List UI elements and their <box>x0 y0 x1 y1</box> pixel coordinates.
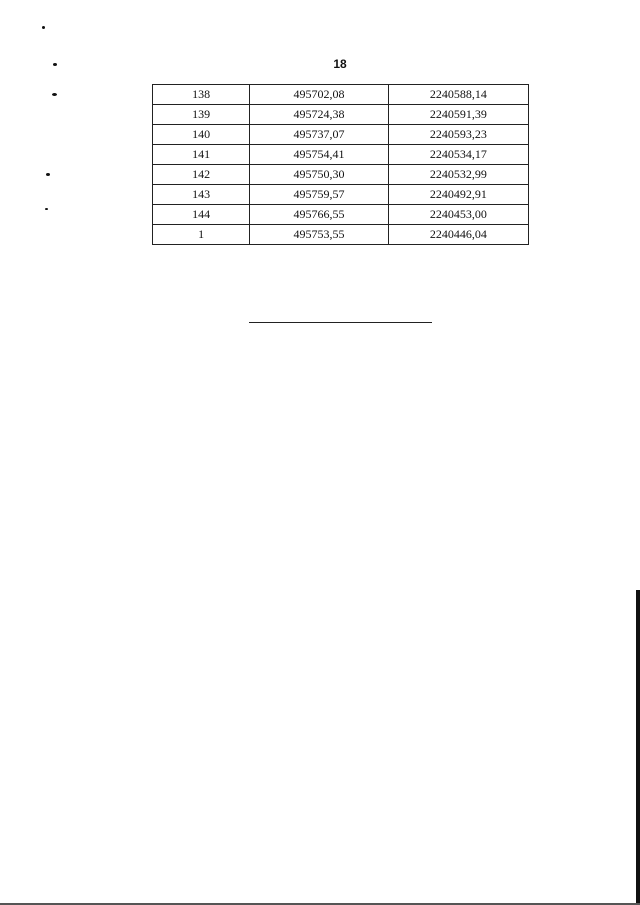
x-coordinate-cell: 495737,07 <box>250 125 388 145</box>
table-row <box>153 145 529 165</box>
point-number-cell: 1 <box>153 225 250 245</box>
table-row <box>153 165 529 185</box>
table-row <box>153 205 529 225</box>
x-coordinate-cell: 495759,57 <box>250 185 388 205</box>
scan-speck <box>42 26 45 29</box>
scan-speck <box>45 208 48 210</box>
table-row <box>153 225 529 245</box>
coordinates-table <box>152 84 529 245</box>
y-coordinate-cell: 2240532,99 <box>388 165 528 185</box>
scan-speck <box>52 93 57 96</box>
x-coordinate-cell: 495754,41 <box>250 145 388 165</box>
x-coordinate-cell: 495766,55 <box>250 205 388 225</box>
table-row <box>153 185 529 205</box>
scan-speck <box>53 63 57 66</box>
point-number-cell: 144 <box>153 205 250 225</box>
table-row <box>153 125 529 145</box>
scan-edge-shadow <box>636 590 640 905</box>
end-of-document-rule <box>249 322 432 323</box>
point-number-cell: 138 <box>153 85 250 105</box>
point-number-cell: 142 <box>153 165 250 185</box>
table-row <box>153 105 529 125</box>
y-coordinate-cell: 2240588,14 <box>388 85 528 105</box>
point-number-cell: 141 <box>153 145 250 165</box>
point-number-cell: 139 <box>153 105 250 125</box>
scan-speck <box>46 173 50 176</box>
x-coordinate-cell: 495702,08 <box>250 85 388 105</box>
y-coordinate-cell: 2240593,23 <box>388 125 528 145</box>
table-row <box>153 85 529 105</box>
y-coordinate-cell: 2240492,91 <box>388 185 528 205</box>
point-number-cell: 140 <box>153 125 250 145</box>
x-coordinate-cell: 495753,55 <box>250 225 388 245</box>
point-number-cell: 143 <box>153 185 250 205</box>
x-coordinate-cell: 495750,30 <box>250 165 388 185</box>
y-coordinate-cell: 2240534,17 <box>388 145 528 165</box>
x-coordinate-cell: 495724,38 <box>250 105 388 125</box>
page-number: 18 <box>333 57 347 71</box>
y-coordinate-cell: 2240453,00 <box>388 205 528 225</box>
y-coordinate-cell: 2240446,04 <box>388 225 528 245</box>
y-coordinate-cell: 2240591,39 <box>388 105 528 125</box>
